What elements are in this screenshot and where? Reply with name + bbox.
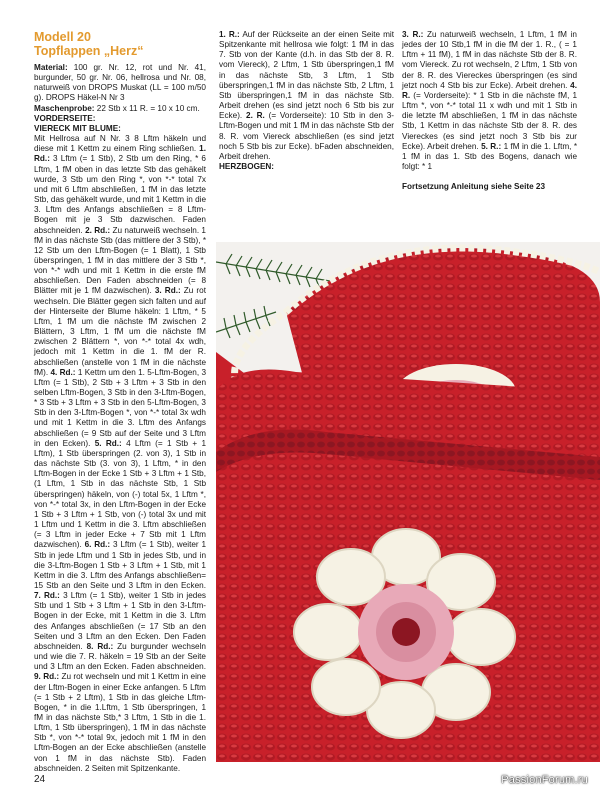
large-flower	[294, 529, 515, 738]
text-column-3	[402, 30, 577, 192]
page-number: 24	[34, 774, 46, 785]
model-title: Topflappen „Herz“	[34, 44, 144, 58]
materials: Material: 100 gr. Nr. 12, rot und Nr. 41, burgunder, 50 gr. Nr. 06, hellrosa und Nr. 08, naturweiß von DROPS Muskat (LL = 100 m/50 g). DROPS Häkel-N Nr 3	[34, 63, 207, 103]
potholder-photo	[216, 242, 600, 762]
heart-arc-rounds: 3. R.: Zu naturweiß wechseln, 1 Lftm, 1 fM in jedes der 10 Stb,1 fM in die fM der 1. R., ( = 1 Lftm + 11 fM), 1 fM in das nächste Stb der 8. R. vom Viereck. Zu rot wechseln, 2 Lftm, 1 Stb von der 8. R. des Viereckes überspringen (es sind jetzt noch 4 Stb bis zur Ecke). Arbeit drehen. 4. R. (= Vorderseite): * 1 Stb in die nächste fM, 1 Lftm *, von *-* total 11 x wdh und mit 1 Stb in die letzte fM abschließen, 1 fM in das nächste Stb, 1 Kettm in das nächste Stb der 8. R. des Viereckes (es sind jetzt noch 3 Stb bis zur Ecke). Arbeit drehen. 5. R.: 1 fM in die 1. Lftm, * 1 fM in das 1. Stb des Bogens, danach wie folgt: * 1	[402, 30, 578, 172]
heart-arc-heading: HERZBOGEN:	[219, 162, 275, 172]
front-intro: Mit Hellrosa auf N Nr. 3 8 Lftm häkeln und diese mit 1 Kettm zu einem Ring schließen. 1. Rd.: 3 Lftm (= 1 Stb), 2 Stb um den Ring, * 6 Lftm, 1 fM oben in das letzte Stb das gehäkelt wurde, 3 Stb um den Ring *, von *-* total 7x und mit 6 Lftm abschließen, 1 fM in das letzte Stb, das gehäkelt wurde, und mit 1 Kettm in die 3. Lftm des Anfangs abschließen = 8 Lftm-Bogen mit je 3 Stb dazwischen. Faden abschneiden. 2. Rd.: Zu naturweiß wechseln. 1 fM in das nächste Stb (das mittlere der 3 Stb), * 12 Stb um den Lftm-Bogen (= 1 Blatt), 1 Stb überspringen, 1 fM in das mittlere der 3 Stb *, von *-* wdh und mit 1 Kettm in die erste fM abschließen. Den Faden abschneiden (= 8 Blätter mit je 1 fM dazwischen). 3. Rd.: Zu rot wechseln. Die Blätter gegen sich falten und auf der Hinterseite der Blume häkeln: 1 Lftm, * 5 Lftm, 1 fM um die nächste fM zwischen 2 Blättern, 3 Lftm, 1 fM um die nächste fM zwischen 2 Blättern *, von *-* total 4x wdh, jedoch mit 1 Kettm in die 1. fM der R. abschließen (anstelle von 1 fM in die nächste fM). 4. Rd.: 1 Kettm um den 1. 5-Lftm-Bogen, 3 Lftm (= 1 Stb), 2 Stb + 3 Lftm + 3 Stb in den selben Lftm-Bogen, 3 Stb in den 3-Lftm-Bogen, * 3 Stb + 3 Lftm + 3 Stb in den 5-Lftm-Bogen, 3 Stb in den 3-Lftm-Bogen *, von *-* total 3x wdh und mit 1 Kettm in die 3. Lftm des Anfangs abschließen (= 9 Stb auf der Seite und 3 Lftm in den Ecken). 5. Rd.: 4 Lftm (= 1 Stb + 1 Lftm), 1 Stb überspringen (2. von 3), 1 Stb in das nächste Stb (3. von 3), 1 Lftm, * in den Lftm-Bogen in der Ecke 1 Stb + 3 Lftm + 1 Stb,(1 Lftm, 1 Stb in das nächste Stb, 1 Stb überspringen) häkeln, von (-) total 5x, 1 Lftm *, von *-* total 3x, in den Lftm-Bogen in der Ecke 1 Stb + 3 Lftm + 1 Stb, von (-) total 3x und mit 1 Lftm und 1 Kettm in die 3. Lftm abschließen (= 3 Lftm in jeder Ecke + 7 Stb mit 1 Lftm dazwischen). 6. Rd.: 3 Lftm (= 1 Stb), weiter 1 Stb in jede Lftm und 1 Stb in jedes Stb, und in die 3-Lftm-Bogen 1 Stb + 3 Lftm + 1 Stb, mit 1 Kettm in die 3. Lftm des Anfangs abschließen= 15 Stb an den Seite und 3 Lftm in den Ecken. 7. Rd.: 3 Lftm (= 1 Stb), weiter 1 Stb in jedes Stb und 1 Stb + 3 Lftm + 1 Stb in den 3-Lftm-Bogen in der Ecke, mit 1 Kettm in die 3. Lftm des Anfanges abschließen (= 17 Stb an den Seiten und 3 Lftm an den Ecken. Den Faden abschneiden. 8. Rd.: Zu burgunder wechseln und wie die 7. R. häkeln = 19 Stb an der Seite und 3 Lftm an den Ecken. Faden abschneiden. 9. Rd.: Zu rot wechseln und mit 1 Kettm in eine der Lftm-Bogen in einer Ecke anfangen. 5 Lftm (= 1 Stb + 2 Lftm), 1 Stb in das gleiche Lftm-Bogen, * in die 1.Lftm, 1 Stb überspringen, 1 fM in das nächste Stb,* 3 Lftm, 1 Stb in die 1. Lftm, 1 Stb überspringen), 1 fM in das nächste Stb *, von *-* total 9x, jedoch mit 1 fM in den Lftm-Bogen an der Ecke abschließen (anstelle von 1 fM in das nächste Stb). Faden abschneiden. 2 Seiten mit Spitzenkante.	[34, 134, 207, 773]
continuation-note: Fortsetzung Anleitung siehe Seite 23	[402, 182, 546, 192]
gauge: Maschenprobe: 22 Stb x 11 R. = 10 x 10 cm.	[34, 103, 200, 113]
text-column-2	[219, 30, 394, 172]
back-round-1: 1. R.: Auf der Rückseite an der einen Seite mit Spitzenkante mit hellrosa wie folgt: 1 fM in das 7. Stb von der Kante (d.h. in das Stb der 8. R. vom Viereck), 2 Lftm, 1 Stb überspringen,1 fM in das nächste Stb, 3 Lftm, 1 Stb überspringen,1 fM in das nächste Stb, 2 Lftm, 1 Stb überspringen,1 fM in das nächste Stb. Arbeit drehen (es sind jetzt noch 6 Stb bis zur Ecke). 2. R. (= Vorderseite): 10 Stb in den 3-Lftm-Bogen und mit 1 fM in das nächste Stb der 8. R. vom Viereck abschließen (es sind jetzt noch 5 Stb bis zur Ecke). bFaden abschneiden, Arbeit drehen.	[219, 30, 394, 161]
front-heading: VORDERSEITE:	[34, 113, 96, 123]
watermark: PassionForum.ru	[501, 774, 588, 786]
square-heading: VIERECK MIT BLUME:	[34, 123, 121, 133]
text-column-1	[34, 30, 206, 774]
model-number: Modell 20	[34, 30, 91, 44]
